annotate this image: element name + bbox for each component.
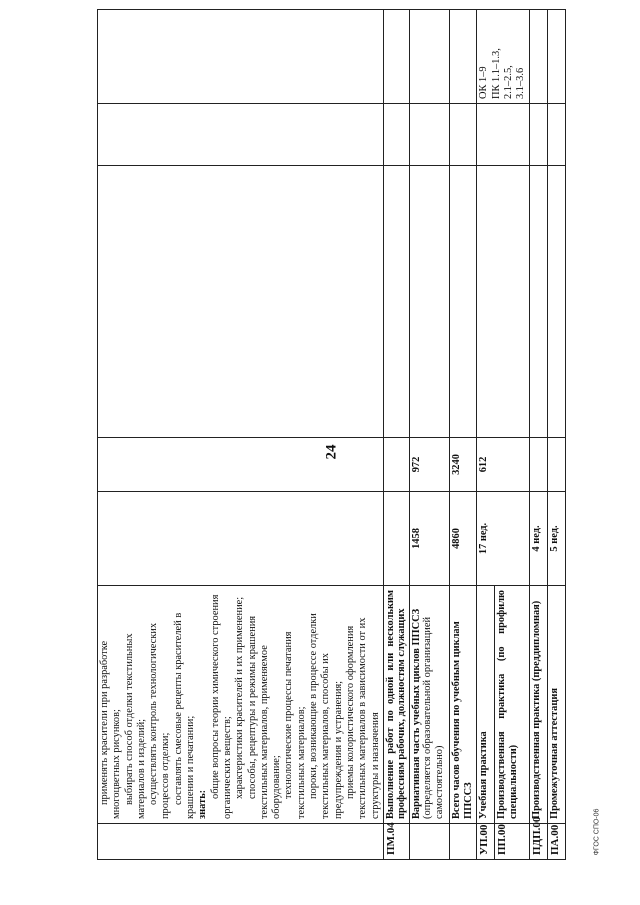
footer-code: ФГОС СПО-06 — [593, 808, 601, 856]
competency-line: 3.1–3.6 — [515, 67, 527, 99]
table-row-pm04 — [383, 10, 409, 860]
topic-line: применять красители при разработке многоцветных рисунков; — [99, 640, 123, 819]
row-code: ПМ.04 — [383, 824, 409, 860]
topics-cell — [98, 586, 384, 824]
topic-line: осуществлять контроль технологических процессов отделки; — [148, 622, 172, 819]
table-row-topics — [98, 10, 384, 860]
cell-disciplines — [98, 166, 384, 438]
competency-line: ОК 1–9 — [478, 66, 490, 99]
row-weeks: 17 нед. — [477, 492, 529, 586]
row-oblig-hours: 3240 — [449, 438, 477, 492]
row-oblig-hours: 972 — [409, 438, 449, 492]
table-row-variative — [409, 10, 449, 860]
row-name: Всего часов обучения по учебным циклам ППССЗ — [449, 586, 477, 824]
row-name: Производственная практика (преддипломная) — [529, 586, 547, 824]
topic-line: общие вопросы теории химического строения органических веществ; — [209, 594, 233, 819]
cell-oblig-hours — [98, 438, 384, 492]
topic-line: составлять смесовые рецепты красителей в крашении и печатании; — [172, 612, 197, 819]
row-name: Выполнение работ по одной или нескольким профессиям рабочих, должностям служащих — [383, 586, 409, 824]
table-row-up00 — [477, 10, 495, 860]
row-hours: 612 — [477, 438, 529, 492]
row-code: ПП.00 — [495, 824, 530, 860]
competency-line: 2.1–2.5, — [503, 65, 515, 99]
competencies-cell — [477, 10, 529, 104]
topic-line: приемы колористического оформления текстильных материалов в зависимости от их структуры и назначения — [344, 617, 381, 819]
row-code: ПА.00 — [547, 824, 565, 860]
page-number: 24 — [323, 444, 340, 460]
curriculum-table — [97, 9, 566, 860]
row-name: Производственная практика (по профилю специальности) — [495, 586, 530, 824]
cell-competencies — [98, 104, 384, 166]
table-row-pa00 — [547, 10, 565, 860]
topic-line: технологические процессы печатания текстильных материалов; — [283, 631, 307, 819]
table-row-total — [449, 10, 477, 860]
row-name: Промежуточная аттестация — [547, 586, 565, 824]
rotated-table-wrapper — [97, 10, 587, 860]
topic-line: способы, рецептуры и режимы крашения текстильных материалов, применяемое оборудование; — [246, 615, 283, 819]
row-weeks: 4 нед. — [529, 492, 547, 586]
cell-max-hours — [98, 492, 384, 586]
table-row-pdp00 — [529, 10, 547, 860]
topic-line: пороки, возникающие в процессе отделки текстильных материалов, способы их предупреждения и устранения; — [308, 613, 344, 819]
row-code: УП.00 — [477, 824, 495, 860]
competency-line: ПК 1.1–1.3, — [490, 48, 502, 99]
row-code: ПДП.00 — [529, 824, 547, 860]
row-weeks: 5 нед. — [547, 492, 565, 586]
row-name — [409, 586, 449, 824]
row-name: Учебная практика — [477, 586, 495, 824]
variative-note: (определяется образовательной организацией самостоятельно) — [422, 616, 445, 819]
topic-line: выбирать способ отделки текстильных материалов и изделий; — [123, 633, 147, 819]
variative-title: Вариативная часть учебных циклов ППССЗ — [410, 608, 422, 819]
row-max-hours: 1458 — [409, 492, 449, 586]
cell-extra — [98, 10, 384, 104]
topic-line: характеристики красителей и их применение; — [234, 596, 246, 799]
cell-index — [98, 824, 384, 860]
row-max-hours: 4860 — [449, 492, 477, 586]
topic-line: знать: — [197, 789, 209, 819]
